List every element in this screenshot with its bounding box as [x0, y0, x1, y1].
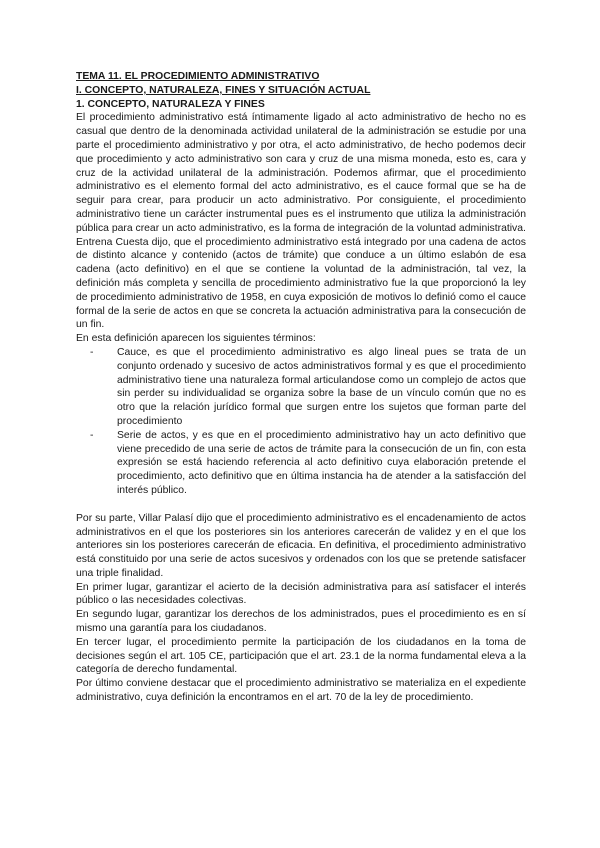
- document-title: TEMA 11. EL PROCEDIMIENTO ADMINISTRATIVO: [76, 71, 320, 82]
- term-item-serie-de-actos: - Serie de actos, y es que en el procedimiento administrativo hay un acto definitivo que viene precedido de una serie de actos de trámite para la consecución de un fin, con esta expresión se está haciendo referencia al acto definitivo cuya elaboración pretende el procedimiento, acto definitivo que en última instancia ha de atender a la satisfacción del interés público.: [117, 429, 526, 498]
- paragraph-tercer-lugar: En tercer lugar, el procedimiento permite la participación de los ciudadanos en la toma de decisiones según el art. 105 CE, participación que el art. 23.1 de la norma fundamental eleva a la categoría de derecho fundamental.: [76, 636, 526, 676]
- paragraph-intro: El procedimiento administrativo está íntimamente ligado al acto administrativo de hecho no es casual que dentro de la denominada actividad unilateral de la administración se estudie por una parte el procedimiento administrativo y por otra, el acto administrativo, de hecho podemos decir que procedimiento y acto administrativo son cara y cruz de una misma moneda, esto es, cara y cruz de la actividad unilateral de la administración. Podemos afirmar, que el procedimiento administrativo es el elemento formal del acto administrativo, es el cauce formal que se ha de seguir para crear, para producir un acto administrativo. Por consiguiente, el procedimiento administrativo tiene un carácter instrumental pues es el instrumento que utiliza la administración pública para crear un acto administrativo, es la forma de integración de la voluntad administrativa.: [76, 112, 526, 234]
- paragraph-terms-intro: En esta definición aparecen los siguientes términos:: [76, 333, 316, 345]
- paragraph-segundo-lugar: En segundo lugar, garantizar los derechos de los administrados, pues el procedimiento es en sí mismo una garantía para los ciudadanos.: [76, 609, 526, 635]
- paragraph-por-ultimo: Por último conviene destacar que el procedimiento administrativo se materializa en el expediente administrativo, cuya definición la encontramos en el art. 70 de la ley de procedimiento.: [76, 678, 526, 704]
- paragraph-villar-palasi: Por su parte, Villar Palasí dijo que el procedimiento administrativo es el encadenamiento de actos administrativos en el que los posteriores sin los anteriores carecerán de validez y en el que los anteriores sin los posteriores carecerán de eficacia. En definitiva, el procedimiento administrativo está constituido por una serie de actos sucesivos y ordenados con los que se pretende satisfacer una triple finalidad.: [76, 512, 526, 579]
- paragraph-gap: [76, 498, 526, 512]
- terms-list: [76, 346, 526, 498]
- paragraph-entrena-cuesta: Entrena Cuesta dijo, que el procedimiento administrativo está integrado por una cadena de actos de distinto alcance y contenido (actos de trámite) que conduce a un último eslabón de esa cadena (acto definitivo) en el que se contiene la voluntad de la administración, tal vez, la definición más completa y sencilla de procedimiento administrativo fue la que proporcionó la ley de procedimiento administrativo de 1958, en cuya exposición de motivos lo definió como el cauce formal de la serie de actos en que se concreta la actuación administrativa para la consecución de un fin.: [76, 236, 526, 331]
- paragraph-primer-lugar: En primer lugar, garantizar el acierto de la decisión administrativa para así satisfacer el interés público o las necesidades colectivas.: [76, 581, 526, 607]
- subsection-heading: 1. CONCEPTO, NATURALEZA Y FINES: [76, 98, 265, 110]
- term-item-cauce: - Cauce, es que el procedimiento administrativo es algo lineal pues se trata de un conjunto ordenado y sucesivo de actos administrativos formal y es que el procedimiento administrativo tiene una naturaleza formal articulandose como un complejo de actos que sin perder su individualidad se organiza sobre la base de un vínculo común que no es otro que la relación jurídico formal que surgen entre los sujetos que forman parte del procedimiento: [117, 346, 526, 429]
- document-page: [76, 70, 526, 705]
- section-heading: I. CONCEPTO, NATURALEZA, FINES Y SITUACIÓN ACTUAL: [76, 84, 371, 96]
